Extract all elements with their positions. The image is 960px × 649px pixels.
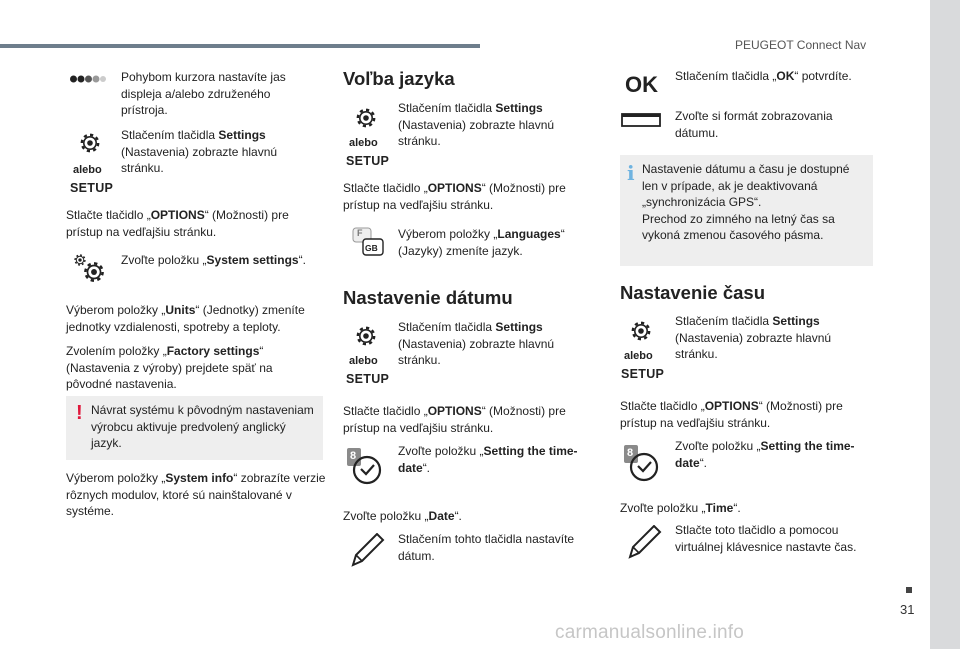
languages-instruction: Výberom položky „Languages“ (Jazyky) zmeníte jazyk. — [398, 227, 565, 258]
page-marker — [906, 587, 912, 593]
options-instruction: Stlačte tlačidlo „OPTIONS“ (Možnosti) pre prístup na vedľajšiu stránku. — [343, 181, 566, 212]
ok-icon: OK — [625, 72, 658, 97]
settings-gear-icon — [76, 128, 104, 158]
options-instruction: Stlačte tlačidlo „OPTIONS“ (Možnosti) pre prístup na vedľajšiu stránku. — [66, 208, 289, 239]
setup-label: SETUP — [346, 154, 390, 168]
time-date-instruction: Zvoľte položku „Setting the time-date“. — [398, 444, 578, 475]
lang-gb-label: GB — [365, 243, 378, 253]
warning-icon: ! — [76, 402, 83, 424]
time-item-instruction: Zvoľte položku „Time“. — [620, 501, 741, 515]
settings-instruction: Stlačením tlačidla Settings (Nastavenia) zobrazte hlavnú stránku. — [121, 128, 278, 175]
system-info-text: Výberom položky „System info“ zobrazíte verzie rôznych modulov, ktoré sú nainštalované v systéme. — [66, 471, 326, 518]
pencil-date-text: Stlačením tohto tlačidla nastavíte dátum. — [398, 532, 575, 563]
page-number: 31 — [900, 602, 915, 617]
system-settings-gears-icon — [70, 250, 108, 286]
info-icon: i — [627, 161, 635, 185]
alebo-label: alebo — [349, 355, 378, 367]
top-rule — [0, 44, 480, 48]
settings-gear-icon — [627, 316, 655, 346]
settings-instruction: Stlačením tlačidla Settings (Nastavenia) zobrazte hlavnú stránku. — [398, 101, 555, 148]
date-instruction: Zvoľte položku „Date“. — [343, 509, 462, 523]
factory-settings-text: Zvolením položky „Factory settings“ (Nastavenia z výroby) prejdete späť na pôvodné nastavenia. — [66, 344, 273, 391]
cursor-dots-icon — [70, 72, 106, 86]
right-margin-band — [930, 0, 960, 649]
warning-text: Návrat systému k pôvodným nastaveniam výrobcu aktivuje predvolený anglický jazyk. — [91, 403, 314, 450]
settings-instruction: Stlačením tlačidla Settings (Nastavenia) zobrazte hlavnú stránku. — [398, 320, 555, 367]
heading-date: Nastavenie dátumu — [343, 287, 513, 308]
setup-label: SETUP — [621, 367, 665, 381]
settings-gear-icon — [352, 103, 380, 133]
setup-label: SETUP — [70, 181, 114, 195]
watermark: carmanualsonline.info — [555, 622, 745, 643]
alebo-label: alebo — [624, 350, 653, 362]
cursor-text: Pohybom kurzora nastavíte jas displeja a/alebo združeného prístroja. — [121, 70, 286, 117]
heading-language: Voľba jazyka — [343, 68, 455, 89]
lang-f-label: F — [357, 228, 363, 238]
system-settings-instruction: Zvoľte položku „System settings“. — [121, 253, 306, 267]
badge-8-label: 8 — [350, 450, 357, 462]
pencil-icon — [628, 525, 662, 559]
header-title: PEUGEOT Connect Nav — [735, 38, 867, 52]
units-text: Výberom položky „Units“ (Jednotky) zmeníte jednotky vzdialenosti, spotreby a teploty. — [66, 303, 305, 334]
badge-8-label: 8 — [627, 447, 634, 459]
setup-label: SETUP — [346, 372, 390, 386]
info-note-text: Nastavenie dátumu a času je dostupné len v prípade, ak je deaktivovaná „synchronizácia GPS“. Prechod zo zimného na letný čas sa vykoná zmenou časového pásma. — [642, 162, 850, 242]
pencil-icon — [351, 533, 385, 567]
options-instruction: Stlačte tlačidlo „OPTIONS“ (Možnosti) pre prístup na vedľajšiu stránku. — [620, 399, 843, 430]
time-date-instruction: Zvoľte položku „Setting the time-date“. — [675, 439, 855, 470]
date-format-field-icon — [620, 110, 662, 130]
alebo-label: alebo — [73, 164, 102, 176]
heading-time: Nastavenie času — [620, 282, 766, 303]
settings-instruction: Stlačením tlačidla Settings (Nastavenia) zobrazte hlavnú stránku. — [675, 314, 832, 361]
pencil-time-text: Stlačte toto tlačidlo a pomocou virtuálnej klávesnice nastavte čas. — [675, 523, 857, 554]
date-format-text: Zvoľte si formát zobrazovania dátumu. — [675, 109, 833, 140]
warning-box — [66, 396, 323, 460]
options-instruction: Stlačte tlačidlo „OPTIONS“ (Možnosti) pre prístup na vedľajšiu stránku. — [343, 404, 566, 435]
info-box — [620, 155, 873, 266]
alebo-label: alebo — [349, 137, 378, 149]
ok-instruction: Stlačením tlačidla „OK“ potvrdíte. — [675, 69, 852, 83]
settings-gear-icon — [352, 321, 380, 351]
